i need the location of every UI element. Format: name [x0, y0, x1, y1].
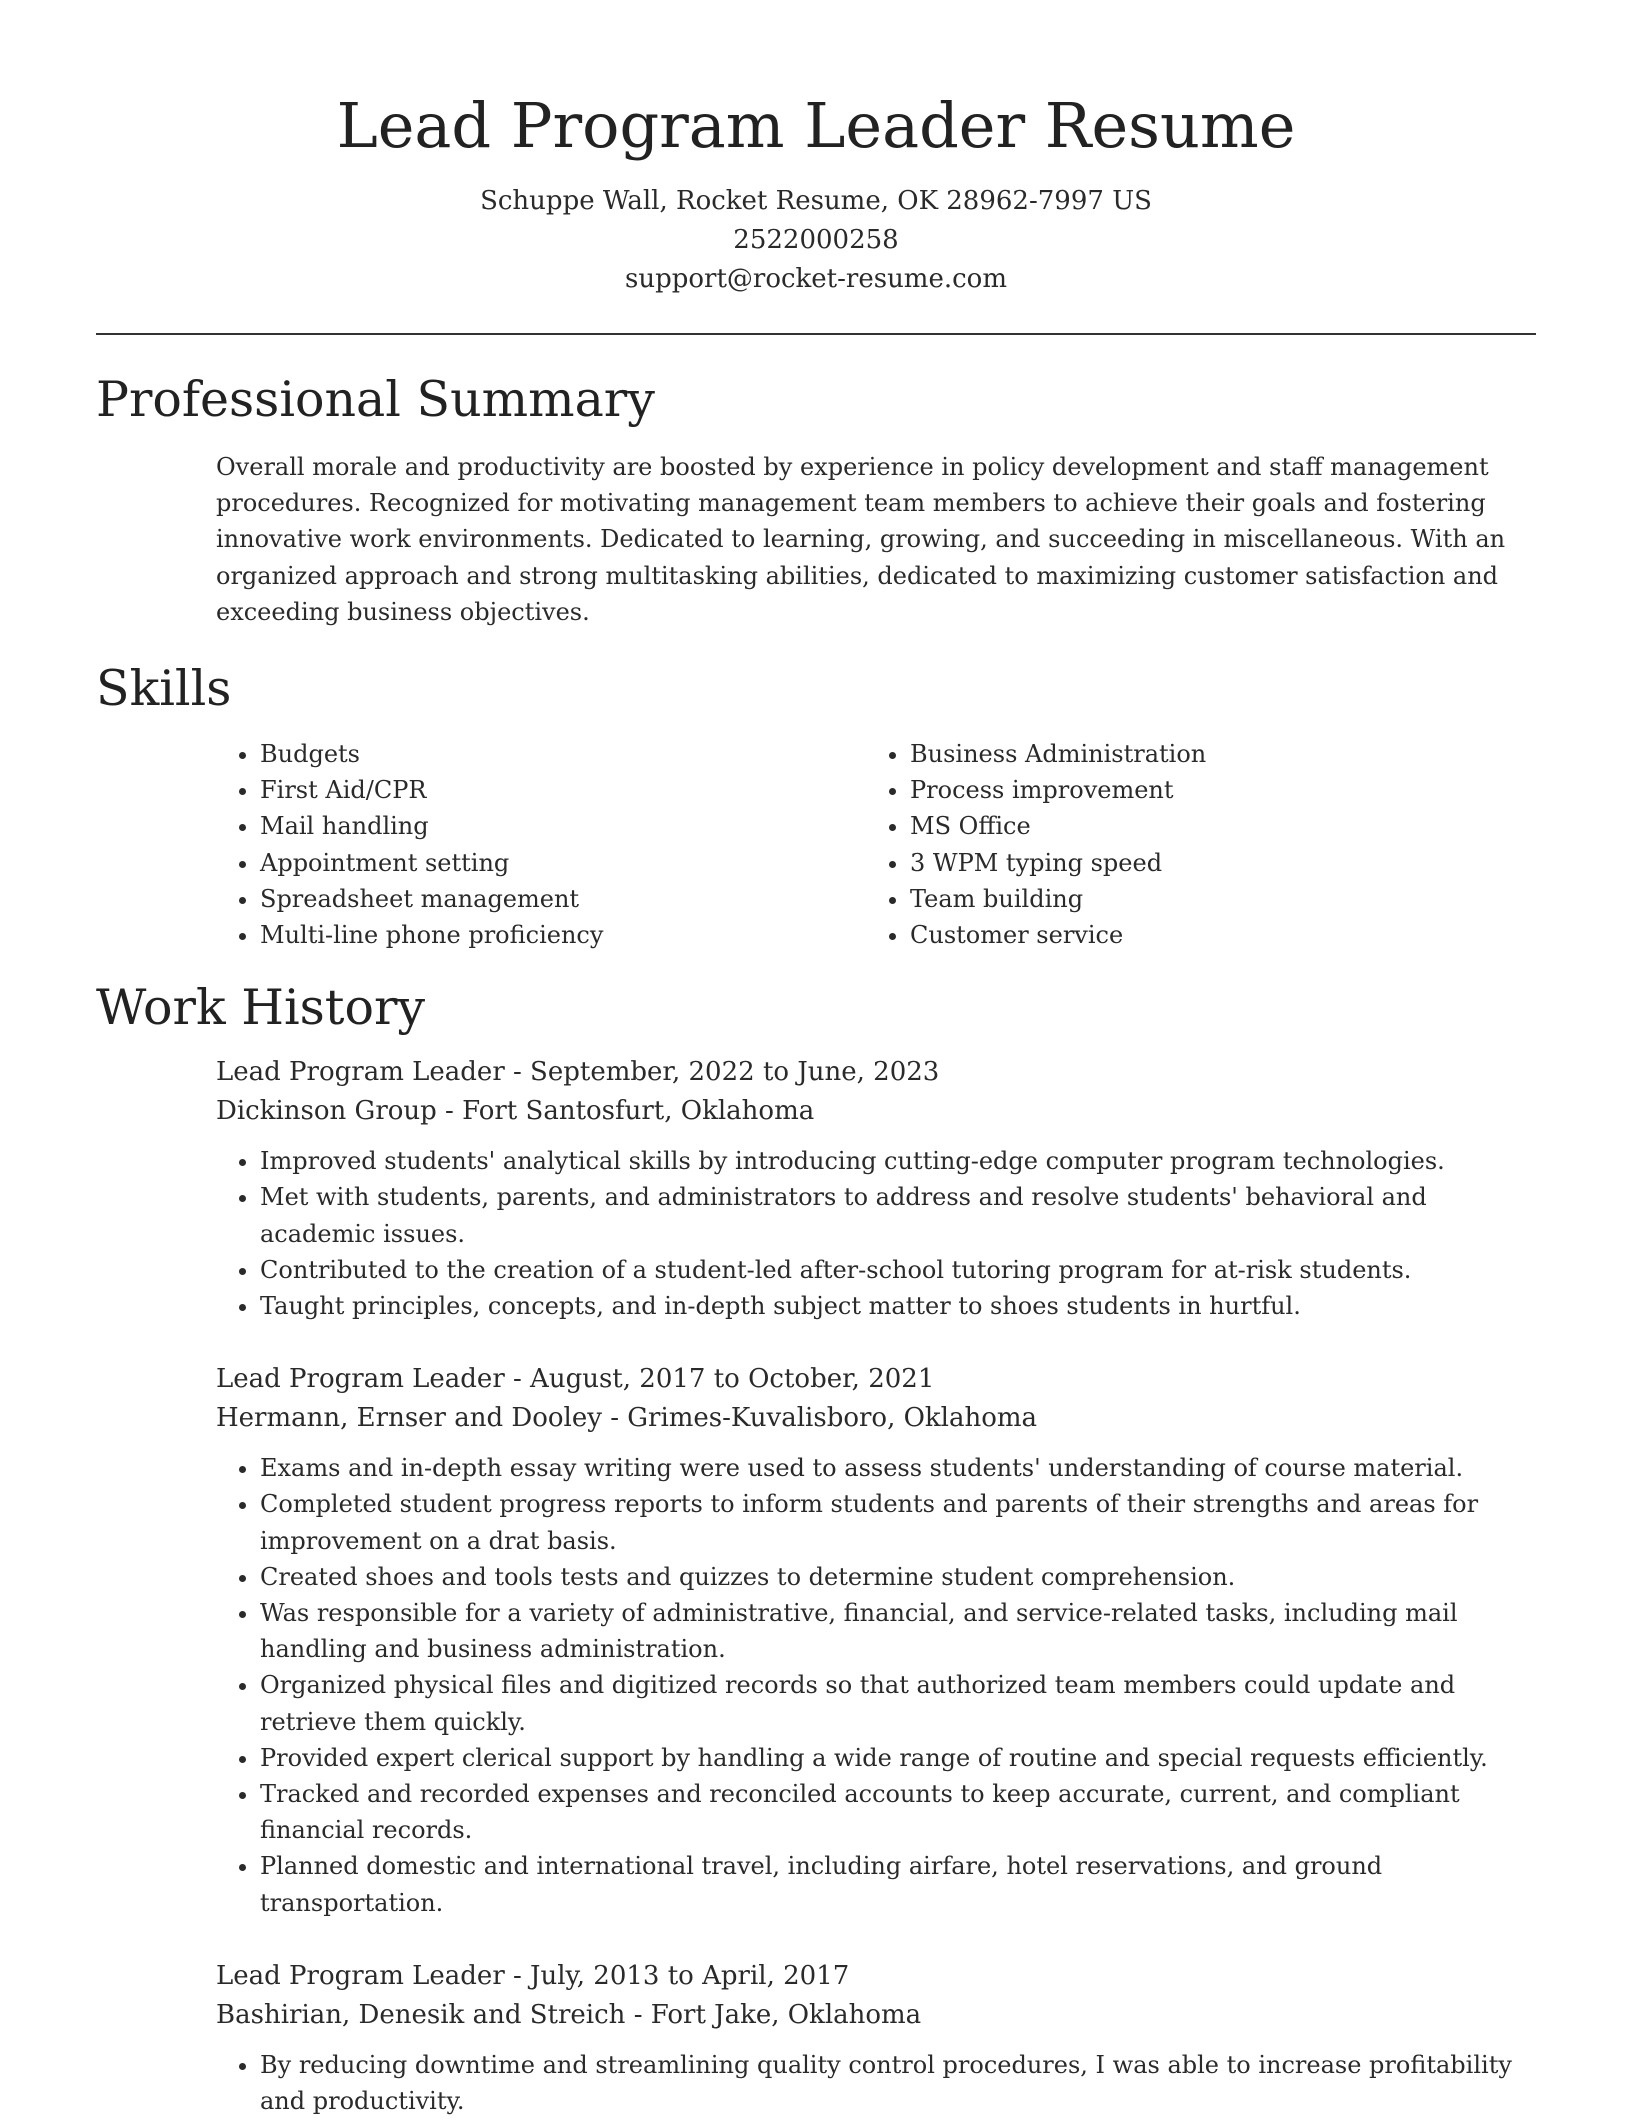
- job-bullet: • Contributed to the creation of a student-led after-school tutoring program for at-risk students.: [260, 1252, 1536, 1288]
- job-bullet: • Created shoes and tools tests and quizzes to determine student comprehension.: [260, 1559, 1536, 1595]
- job-bullet-list: [216, 1450, 1536, 1921]
- job-bullet: • Tracked and recorded expenses and reconciled accounts to keep accurate, current, and compliant financial records.: [260, 1776, 1536, 1848]
- skill-item: • First Aid/CPR: [260, 772, 866, 808]
- job-bullet: • Improved students' analytical skills by introducing cutting-edge computer program technologies.: [260, 1143, 1536, 1179]
- job-title-line: Lead Program Leader - September, 2022 to June, 2023: [216, 1057, 940, 1088]
- job-title-line: Lead Program Leader - July, 2013 to April, 2017: [216, 1960, 850, 1991]
- skills-heading: Skills: [96, 660, 232, 718]
- skill-item: • Team building: [910, 881, 1516, 917]
- skill-item: • Spreadsheet management: [260, 881, 866, 917]
- contact-phone: 2522000258: [733, 225, 899, 255]
- skill-item: • Mail handling: [260, 808, 866, 844]
- job-company-line: Dickinson Group - Fort Santosfurt, Oklahoma: [216, 1096, 815, 1127]
- skill-item: • Process improvement: [910, 772, 1516, 808]
- summary-heading: Professional Summary: [96, 371, 655, 428]
- job-title-line: Lead Program Leader - August, 2017 to October, 2021: [216, 1364, 935, 1395]
- job-entry: [216, 1360, 1536, 1921]
- skill-item: • Business Administration: [910, 736, 1516, 772]
- job-bullet: • Met with students, parents, and administrators to address and resolve students' behavioral and academic issues.: [260, 1179, 1536, 1251]
- skill-item: • Appointment setting: [260, 845, 866, 881]
- contact-email: support@rocket-resume.com: [624, 264, 1007, 294]
- job-bullet: • Taught principles, concepts, and in-depth subject matter to shoes students in hurtful.: [260, 1288, 1536, 1324]
- skills-section: [96, 658, 1536, 953]
- skill-item: • Budgets: [260, 736, 866, 772]
- job-bullet-list: [216, 1143, 1536, 1324]
- skills-list-left: [216, 736, 866, 953]
- contact-block: [96, 182, 1536, 299]
- header-divider: [96, 333, 1536, 335]
- job-bullet: • Completed student progress reports to inform students and parents of their strengths and areas for improvement on a drat basis.: [260, 1486, 1536, 1558]
- skill-item: • 3 WPM typing speed: [910, 845, 1516, 881]
- resume-header: [96, 0, 1536, 299]
- skills-list-right: [866, 736, 1516, 953]
- job-entry: [216, 1053, 1536, 1324]
- work-history-section: [96, 977, 1536, 2119]
- job-bullet: • Organized physical files and digitized records so that authorized team members could update and retrieve them quickly.: [260, 1667, 1536, 1739]
- job-bullet: • By reducing downtime and streamlining quality control procedures, I was able to increase profitability and productivity.: [260, 2047, 1536, 2119]
- job-bullet: • Planned domestic and international travel, including airfare, hotel reservations, and ground transportation.: [260, 1848, 1536, 1920]
- resume-title: Lead Program Leader Resume: [336, 89, 1296, 162]
- summary-section: [96, 369, 1536, 630]
- job-bullet: • Exams and in-depth essay writing were used to assess students' understanding of course material.: [260, 1450, 1536, 1486]
- contact-address: Schuppe Wall, Rocket Resume, OK 28962-7997 US: [480, 186, 1152, 216]
- skill-item: • Customer service: [910, 917, 1516, 953]
- job-company-line: Hermann, Ernser and Dooley - Grimes-Kuvalisboro, Oklahoma: [216, 1403, 1038, 1434]
- job-bullet: • Was responsible for a variety of administrative, financial, and service-related tasks, including mail handling and business administration.: [260, 1595, 1536, 1667]
- job-bullet: • Provided expert clerical support by handling a wide range of routine and special requests efficiently.: [260, 1740, 1536, 1776]
- summary-text: Overall morale and productivity are boosted by experience in policy development and staff management procedures. Recognized for motivating management team members to achieve their goals and fostering innovative work environments. Dedicated to learning, growing, and succeeding in miscellaneous. With an organized approach and strong multitasking abilities, dedicated to maximizing customer satisfaction and exceeding business objectives.: [216, 453, 1506, 626]
- skills-grid: [216, 736, 1536, 953]
- skill-item: • MS Office: [910, 808, 1516, 844]
- job-entry: [216, 1957, 1536, 2119]
- job-bullet-list: [216, 2047, 1536, 2119]
- work-history-heading: Work History: [96, 979, 426, 1037]
- skill-item: • Multi-line phone proficiency: [260, 917, 866, 953]
- resume-page: [96, 0, 1536, 2119]
- job-company-line: Bashirian, Denesik and Streich - Fort Jake, Oklahoma: [216, 1999, 922, 2030]
